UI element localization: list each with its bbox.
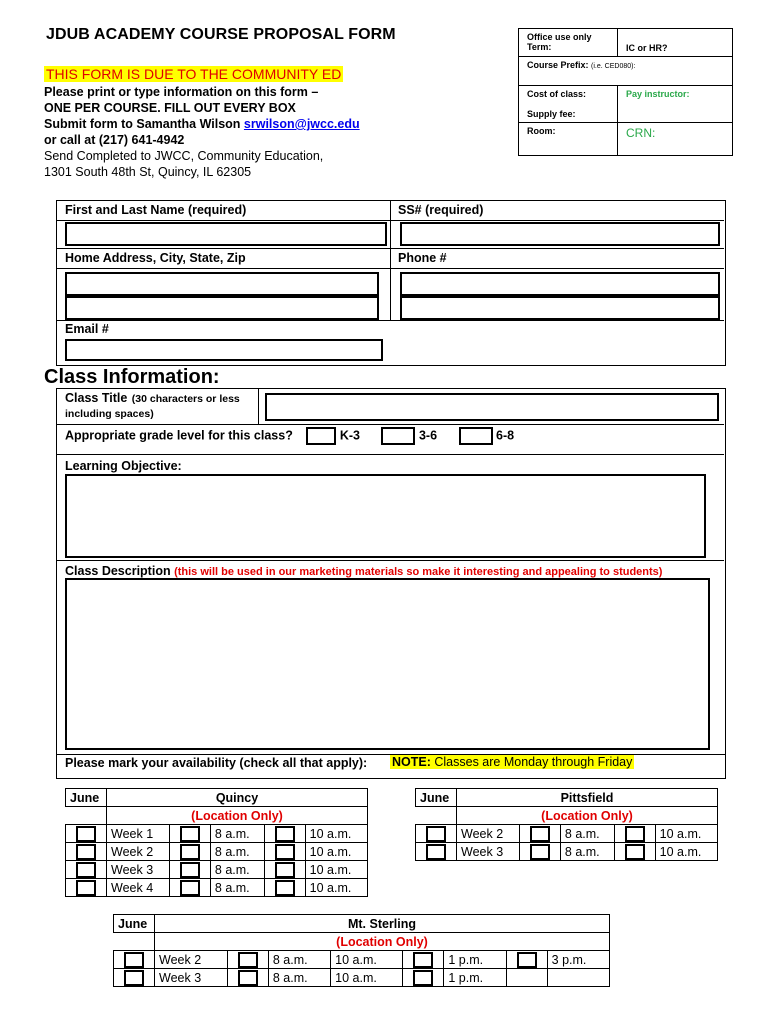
note-text: Classes are Monday through Friday [434, 755, 633, 769]
objective-row-border [56, 454, 724, 455]
grade-68-label: 6-8 [496, 428, 515, 443]
class-title-label-group [65, 391, 240, 421]
checkbox[interactable] [413, 952, 433, 968]
mtsterling-w2-8am-checkbox[interactable] [227, 951, 268, 969]
course-prefix-hint: (i.e. CED080): [591, 63, 636, 70]
checkbox[interactable] [530, 826, 550, 842]
week-label: Week 3 [155, 969, 228, 987]
pittsfield-location: Pittsfield [457, 789, 718, 807]
office-use-table [518, 28, 733, 156]
quincy-month: June [66, 789, 107, 807]
instr-line-6: 1301 South 48th St, Quincy, IL 62305 [44, 165, 252, 179]
checkbox[interactable] [517, 952, 537, 968]
quincy-w3-10am-checkbox[interactable] [264, 861, 305, 879]
room-label: Room: [527, 126, 556, 136]
availability-label: Please mark your availability (check all that apply): [65, 756, 368, 770]
grade-row-border [56, 424, 724, 425]
time-label: 8 a.m. [210, 861, 264, 879]
pittsfield-location-note: (Location Only) [457, 807, 718, 825]
table-row [416, 843, 718, 861]
checkbox[interactable] [426, 844, 446, 860]
office-term-cell [519, 29, 618, 57]
course-prefix-label: Course Prefix: [527, 60, 589, 70]
quincy-w4-10am-checkbox[interactable] [264, 879, 305, 897]
table-row [66, 843, 368, 861]
time-label: 1 p.m. [444, 951, 506, 969]
crn-label: CRN: [626, 126, 656, 140]
time-label: 8 a.m. [268, 969, 330, 987]
time-label: 10 a.m. [305, 879, 367, 897]
time-label: 10 a.m. [655, 825, 717, 843]
grade-level-row [65, 427, 514, 445]
class-info-heading: Class Information: [44, 366, 220, 388]
description-input[interactable] [65, 578, 710, 750]
mtsterling-w3-1pm-checkbox[interactable] [403, 969, 444, 987]
checkbox[interactable] [180, 844, 200, 860]
week-label: Week 2 [155, 951, 228, 969]
address-label: Home Address, City, State, Zip [65, 251, 246, 265]
quincy-w1-10am-checkbox[interactable] [264, 825, 305, 843]
table-row [66, 825, 368, 843]
time-label: 8 a.m. [560, 843, 614, 861]
ss-label: SS# (required) [398, 203, 484, 217]
phone-input-line1[interactable] [400, 272, 720, 296]
due-notice: THIS FORM IS DUE TO THE COMMUNITY ED [46, 66, 342, 82]
quincy-w2-10am-checkbox[interactable] [264, 843, 305, 861]
note-prefix: NOTE: [392, 755, 431, 769]
quincy-location: Quincy [107, 789, 368, 807]
mtsterling-w3-empty [506, 969, 547, 987]
address-input-line2[interactable] [65, 296, 379, 320]
time-label: 10 a.m. [655, 843, 717, 861]
form-title: JDUB ACADEMY COURSE PROPOSAL FORM [46, 26, 396, 43]
description-row-border [56, 560, 724, 561]
class-title-hint-2: including spaces) [65, 408, 154, 420]
instr-line-5: Send Completed to JWCC, Community Education, [44, 149, 324, 163]
mtsterling-w3-8am-checkbox[interactable] [227, 969, 268, 987]
pittsfield-spacer [416, 807, 457, 825]
pittsfield-w2-checkbox-cell[interactable] [416, 825, 457, 843]
class-title-hint-1: (30 characters or less [131, 393, 240, 405]
description-label-group [65, 564, 662, 578]
time-label: 10 a.m. [305, 843, 367, 861]
class-title-input[interactable] [265, 393, 719, 421]
quincy-w4-8am-checkbox[interactable] [169, 879, 210, 897]
description-note: (this will be used in our marketing materials so make it interesting and appealing to students) [174, 566, 663, 578]
checkbox[interactable] [76, 880, 96, 896]
quincy-w1-8am-checkbox[interactable] [169, 825, 210, 843]
instr-submit-text: Submit form to Samantha Wilson [44, 117, 241, 131]
week-label: Week 4 [107, 879, 170, 897]
grade-level-label: Appropriate grade level for this class? [65, 428, 293, 443]
checkbox[interactable] [76, 862, 96, 878]
instr-line-2: ONE PER COURSE. FILL OUT EVERY BOX [44, 101, 296, 115]
office-cost-cell [519, 86, 618, 123]
mtsterling-w3-empty-label [547, 969, 609, 987]
grade-68-checkbox[interactable] [459, 427, 493, 445]
address-label-border [56, 268, 724, 269]
description-label: Class Description [65, 564, 171, 578]
address-row-border [56, 248, 724, 249]
table-row [66, 861, 368, 879]
checkbox[interactable] [124, 970, 144, 986]
office-crn-cell [618, 123, 733, 156]
email-link[interactable]: srwilson@jwcc.edu [243, 117, 360, 131]
week-label: Week 2 [457, 825, 520, 843]
ss-input[interactable] [400, 222, 720, 246]
office-prefix-cell [519, 57, 733, 86]
personal-col-divider [390, 200, 391, 320]
table-row [114, 969, 610, 987]
mtsterling-w2-1pm-checkbox[interactable] [403, 951, 444, 969]
table-row [416, 825, 718, 843]
pittsfield-w2-10am-checkbox[interactable] [614, 825, 655, 843]
grade-36-label: 3-6 [418, 428, 438, 443]
phone-label: Phone # [398, 251, 447, 265]
checkbox[interactable] [625, 826, 645, 842]
checkbox[interactable] [124, 952, 144, 968]
checkbox[interactable] [413, 970, 433, 986]
mtsterling-spacer [114, 933, 155, 951]
office-room-cell [519, 123, 618, 156]
pittsfield-w3-8am-checkbox[interactable] [519, 843, 560, 861]
grade-36-checkbox[interactable] [381, 427, 415, 445]
checkbox[interactable] [180, 862, 200, 878]
checkbox[interactable] [180, 880, 200, 896]
name-input[interactable] [65, 222, 387, 246]
name-label: First and Last Name (required) [65, 203, 247, 217]
mtsterling-w3-checkbox-cell[interactable] [114, 969, 155, 987]
pittsfield-w3-checkbox-cell[interactable] [416, 843, 457, 861]
quincy-location-note: (Location Only) [107, 807, 368, 825]
mtsterling-month: June [114, 915, 155, 933]
email-label: Email # [65, 322, 109, 336]
address-input-line1[interactable] [65, 272, 379, 296]
term-label: Term: [527, 42, 552, 52]
time-label: 3 p.m. [547, 951, 609, 969]
email-row-border [56, 320, 724, 321]
time-label: 10 a.m. [331, 969, 403, 987]
quincy-w1-checkbox-cell[interactable] [66, 825, 107, 843]
mtsterling-w2-3pm-checkbox[interactable] [506, 951, 547, 969]
time-label: 10 a.m. [305, 861, 367, 879]
time-label: 8 a.m. [560, 825, 614, 843]
checkbox[interactable] [238, 952, 258, 968]
title-col-divider [258, 388, 259, 424]
mtsterling-w2-checkbox-cell[interactable] [114, 951, 155, 969]
email-input[interactable] [65, 339, 383, 361]
quincy-table [65, 788, 368, 897]
objective-input[interactable] [65, 474, 706, 558]
phone-input-line2[interactable] [400, 296, 720, 320]
cost-label: Cost of class: [527, 89, 587, 99]
time-label: 10 a.m. [331, 951, 403, 969]
checkbox[interactable] [76, 826, 96, 842]
pittsfield-w2-8am-checkbox[interactable] [519, 825, 560, 843]
instr-line-4: or call at (217) 641-4942 [44, 133, 185, 147]
checkbox[interactable] [530, 844, 550, 860]
checkbox[interactable] [180, 826, 200, 842]
instructions [44, 84, 360, 180]
quincy-w2-8am-checkbox[interactable] [169, 843, 210, 861]
ic-hr-label: IC or HR? [626, 43, 668, 53]
mtsterling-location-note: (Location Only) [155, 933, 610, 951]
pay-instructor-label: Pay instructor: [626, 89, 690, 99]
office-use-label: Office use only [527, 32, 592, 42]
checkbox[interactable] [238, 970, 258, 986]
time-label: 8 a.m. [268, 951, 330, 969]
instr-line-3 [44, 116, 360, 132]
mtsterling-table [113, 914, 610, 987]
checkbox[interactable] [426, 826, 446, 842]
week-label: Week 2 [107, 843, 170, 861]
checkbox[interactable] [625, 844, 645, 860]
availability-note [390, 755, 634, 769]
pittsfield-w3-10am-checkbox[interactable] [614, 843, 655, 861]
quincy-w4-checkbox-cell[interactable] [66, 879, 107, 897]
quincy-w2-checkbox-cell[interactable] [66, 843, 107, 861]
office-pay-cell [618, 86, 733, 123]
quincy-w3-checkbox-cell[interactable] [66, 861, 107, 879]
pittsfield-table [415, 788, 718, 861]
checkbox[interactable] [275, 826, 295, 842]
checkbox[interactable] [76, 844, 96, 860]
mtsterling-location: Mt. Sterling [155, 915, 610, 933]
time-label: 8 a.m. [210, 843, 264, 861]
checkbox[interactable] [275, 844, 295, 860]
grade-k3-checkbox[interactable] [306, 427, 336, 445]
table-row [66, 879, 368, 897]
instr-line-1: Please print or type information on this form – [44, 85, 319, 99]
quincy-spacer [66, 807, 107, 825]
week-label: Week 1 [107, 825, 170, 843]
week-label: Week 3 [107, 861, 170, 879]
pittsfield-month: June [416, 789, 457, 807]
time-label: 8 a.m. [210, 825, 264, 843]
objective-label: Learning Objective: [65, 459, 182, 473]
time-label: 8 a.m. [210, 879, 264, 897]
grade-k3-label: K-3 [339, 428, 360, 443]
checkbox[interactable] [275, 862, 295, 878]
time-label: 1 p.m. [444, 969, 506, 987]
checkbox[interactable] [275, 880, 295, 896]
table-row [114, 951, 610, 969]
time-label: 10 a.m. [305, 825, 367, 843]
class-title-label: Class Title [65, 391, 128, 405]
quincy-w3-8am-checkbox[interactable] [169, 861, 210, 879]
office-ic-cell [618, 29, 733, 57]
supply-fee-label: Supply fee: [527, 109, 576, 119]
week-label: Week 3 [457, 843, 520, 861]
